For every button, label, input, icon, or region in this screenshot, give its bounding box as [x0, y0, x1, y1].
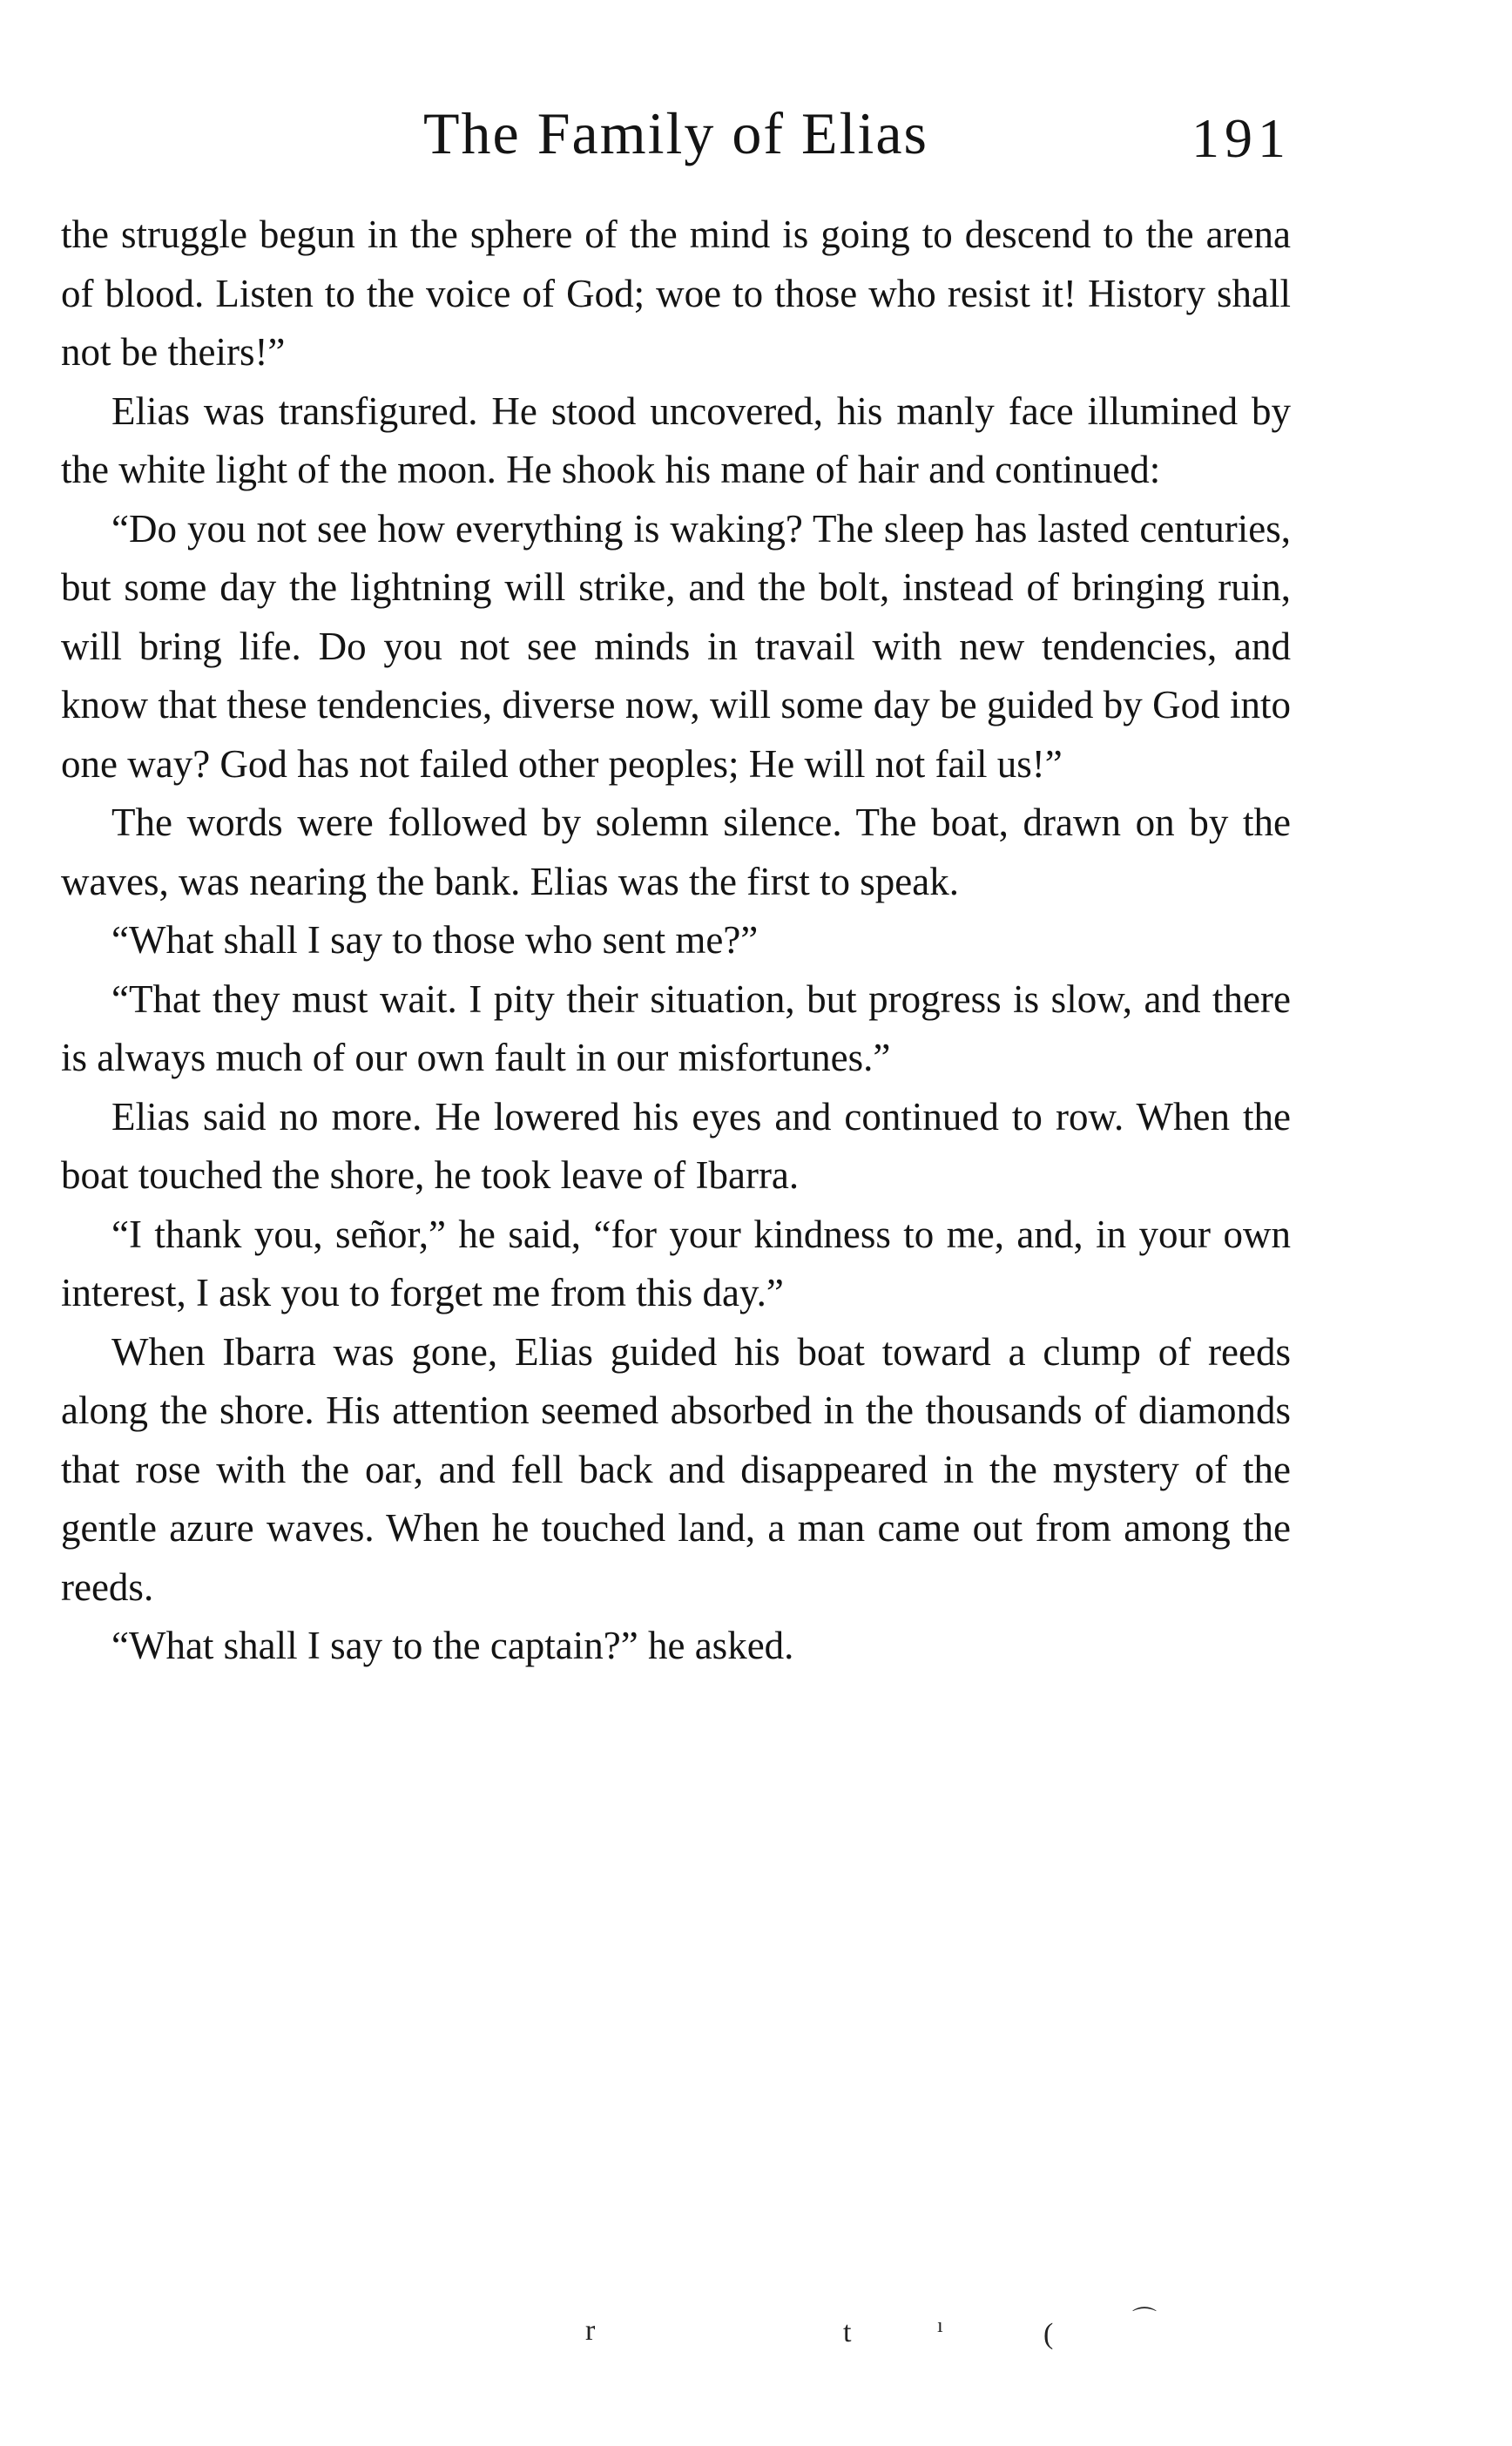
bottom-print-marks	[0, 2307, 1512, 2359]
paragraph: “What shall I say to those who sent me?”	[111, 918, 759, 962]
paragraph: “What shall I say to the captain?” he asked.	[111, 1624, 794, 1667]
body-text	[61, 206, 1291, 1676]
paragraph: “I thank you, señor,” he said, “for your kindness to me, and, in your own interest, I ask you to forget me from this day.”	[61, 1212, 1291, 1314]
print-mark: t	[843, 2316, 852, 2348]
paragraph: “That they must wait. I pity their situation, but progress is slow, and there is always much of our own fault in our misfortunes.”	[61, 976, 1291, 1079]
print-mark: r	[585, 2314, 596, 2347]
paragraph: The words were followed by solemn silence. The boat, drawn on by the waves, was nearing the bank. Elias was the first to speak.	[61, 801, 1291, 903]
paragraph: “Do you not see how everything is waking? The sleep has lasted centuries, but some day the lightning will strike, and the bolt, instead of bringing ruin, will bring life. Do you not see minds in travail with new tendencies, and know that these tendencies, diverse now, will some day be guided by God into one way? God has not failed other peoples; He will not fail us!”	[61, 506, 1291, 786]
print-mark: (	[1043, 2318, 1054, 2350]
running-head	[61, 94, 1291, 172]
running-title: The Family of Elias	[422, 100, 928, 166]
print-mark: ⌒	[1132, 2307, 1158, 2334]
paragraph: the struggle begun in the sphere of the mind is going to descend to the arena of blood. Listen to the voice of God; woe to those who resist it! History shall not be theirs!”	[61, 213, 1291, 374]
page-number: 191	[1191, 107, 1291, 169]
print-mark: ı	[937, 2314, 943, 2337]
paragraph: When Ibarra was gone, Elias guided his boat toward a clump of reeds along the shore. His attention seemed absorbed in the thousands of diamonds that rose with the oar, and fell back and disappeared in the mystery of the gentle azure waves. When he touched land, a man came out from among the reeds.	[61, 1329, 1291, 1609]
paragraph: Elias said no more. He lowered his eyes and continued to row. When the boat touched the shore, he took leave of Ibarra.	[61, 1094, 1291, 1197]
paragraph: Elias was transfigured. He stood uncovered, his manly face illumined by the white light of the moon. He shook his mane of hair and continued:	[61, 389, 1291, 491]
